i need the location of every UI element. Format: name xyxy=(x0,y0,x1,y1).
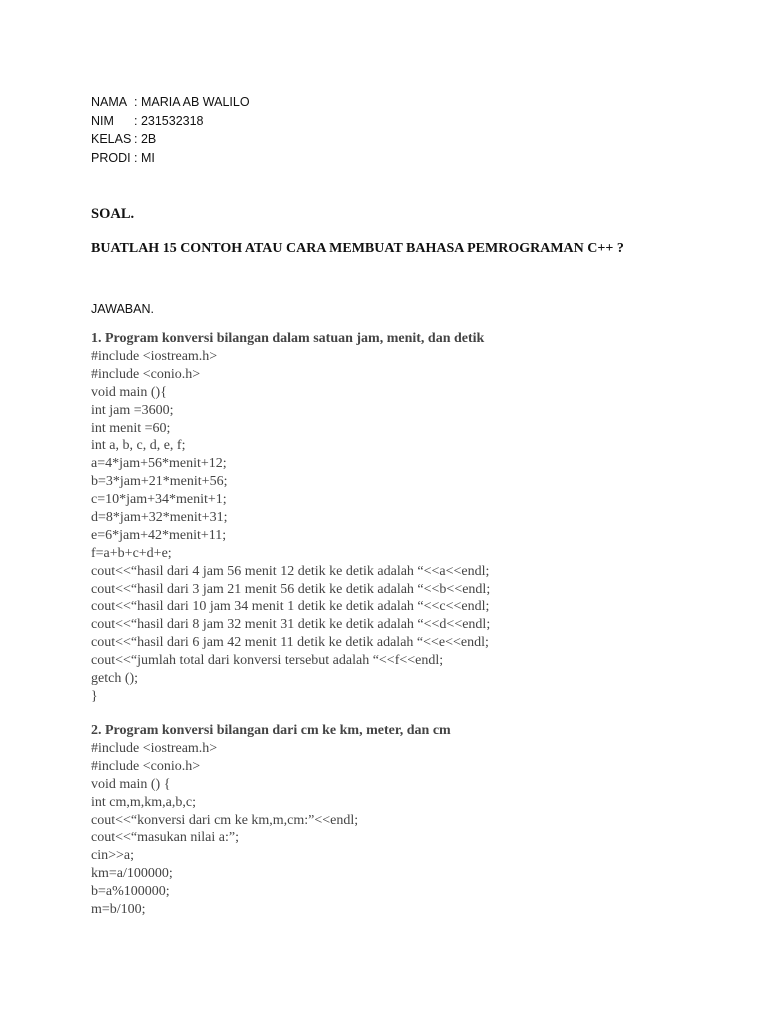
identity-value: : 2B xyxy=(134,132,157,146)
code-listing xyxy=(91,348,490,706)
code-line: d=8*jam+32*menit+31; xyxy=(91,510,228,526)
identity-value: : MI xyxy=(134,150,155,165)
code-line: cout<<“hasil dari 10 jam 34 menit 1 detik ke detik adalah “<<c<<endl; xyxy=(91,599,490,615)
identity-block xyxy=(91,93,250,167)
code-line: cout<<“hasil dari 8 jam 32 menit 31 detik ke detik adalah “<<d<<endl; xyxy=(91,617,491,633)
code-line: cout<<“masukan nilai a:”; xyxy=(91,830,239,846)
code-line: c=10*jam+34*menit+1; xyxy=(91,492,227,508)
code-line: int cm,m,km,a,b,c; xyxy=(91,794,196,810)
code-line: cin>>a; xyxy=(91,848,134,864)
code-line: f=a+b+c+d+e; xyxy=(91,545,172,561)
code-line: a=4*jam+56*menit+12; xyxy=(91,456,227,472)
code-line: #include <iostream.h> xyxy=(91,741,218,756)
code-line: #include <iostream.h> xyxy=(91,349,218,364)
identity-label: NIM xyxy=(91,113,114,128)
program-block-1 xyxy=(91,330,490,706)
identity-row-kelas xyxy=(91,130,250,149)
code-line: cout<<“hasil dari 4 jam 56 menit 12 detik ke detik adalah “<<a<<endl; xyxy=(91,563,490,579)
code-line: #include <conio.h> xyxy=(91,366,201,382)
code-line: km=a/100000; xyxy=(91,866,173,882)
code-line: cout<<“jumlah total dari konversi tersebut adalah “<<f<<endl; xyxy=(91,653,444,669)
question-text: BUATLAH 15 CONTOH ATAU CARA MEMBUAT BAHASA PEMROGRAMAN C++ ? xyxy=(91,241,624,256)
jawaban-heading: JAWABAN. xyxy=(91,302,154,316)
code-line: m=b/100; xyxy=(91,902,146,918)
code-line: getch (); xyxy=(91,671,139,687)
program-block-2 xyxy=(91,722,451,919)
code-line: void main () { xyxy=(91,776,171,792)
code-listing xyxy=(91,740,451,919)
identity-row-prodi xyxy=(91,149,250,168)
identity-label: PRODI xyxy=(91,150,131,165)
code-line: #include <conio.h> xyxy=(91,758,201,774)
identity-label: NAMA xyxy=(91,95,128,109)
soal-heading: SOAL. xyxy=(91,206,135,222)
program-title: 2. Program konversi bilangan dari cm ke km, meter, dan cm xyxy=(91,723,451,738)
identity-value: : MARIA AB WALILO xyxy=(134,95,250,109)
code-line: int jam =3600; xyxy=(91,402,174,418)
identity-row-nama xyxy=(91,93,250,112)
code-line: e=6*jam+42*menit+11; xyxy=(91,527,227,543)
identity-value: : 231532318 xyxy=(134,113,204,128)
code-line: cout<<“hasil dari 6 jam 42 menit 11 detik ke detik adalah “<<e<<endl; xyxy=(91,635,489,651)
code-line: b=3*jam+21*menit+56; xyxy=(91,474,228,490)
code-line: cout<<“hasil dari 3 jam 21 menit 56 detik ke detik adalah “<<b<<endl; xyxy=(91,581,491,597)
code-line: } xyxy=(91,688,98,704)
program-title: 1. Program konversi bilangan dalam satuan jam, menit, dan detik xyxy=(91,331,485,346)
identity-row-nim xyxy=(91,112,250,131)
code-line: void main (){ xyxy=(91,384,167,400)
code-line: int menit =60; xyxy=(91,420,171,436)
code-line: int a, b, c, d, e, f; xyxy=(91,438,186,454)
code-line: cout<<“konversi dari cm ke km,m,cm:”<<endl; xyxy=(91,812,359,828)
identity-label: KELAS xyxy=(91,132,132,146)
code-line: b=a%100000; xyxy=(91,884,170,900)
